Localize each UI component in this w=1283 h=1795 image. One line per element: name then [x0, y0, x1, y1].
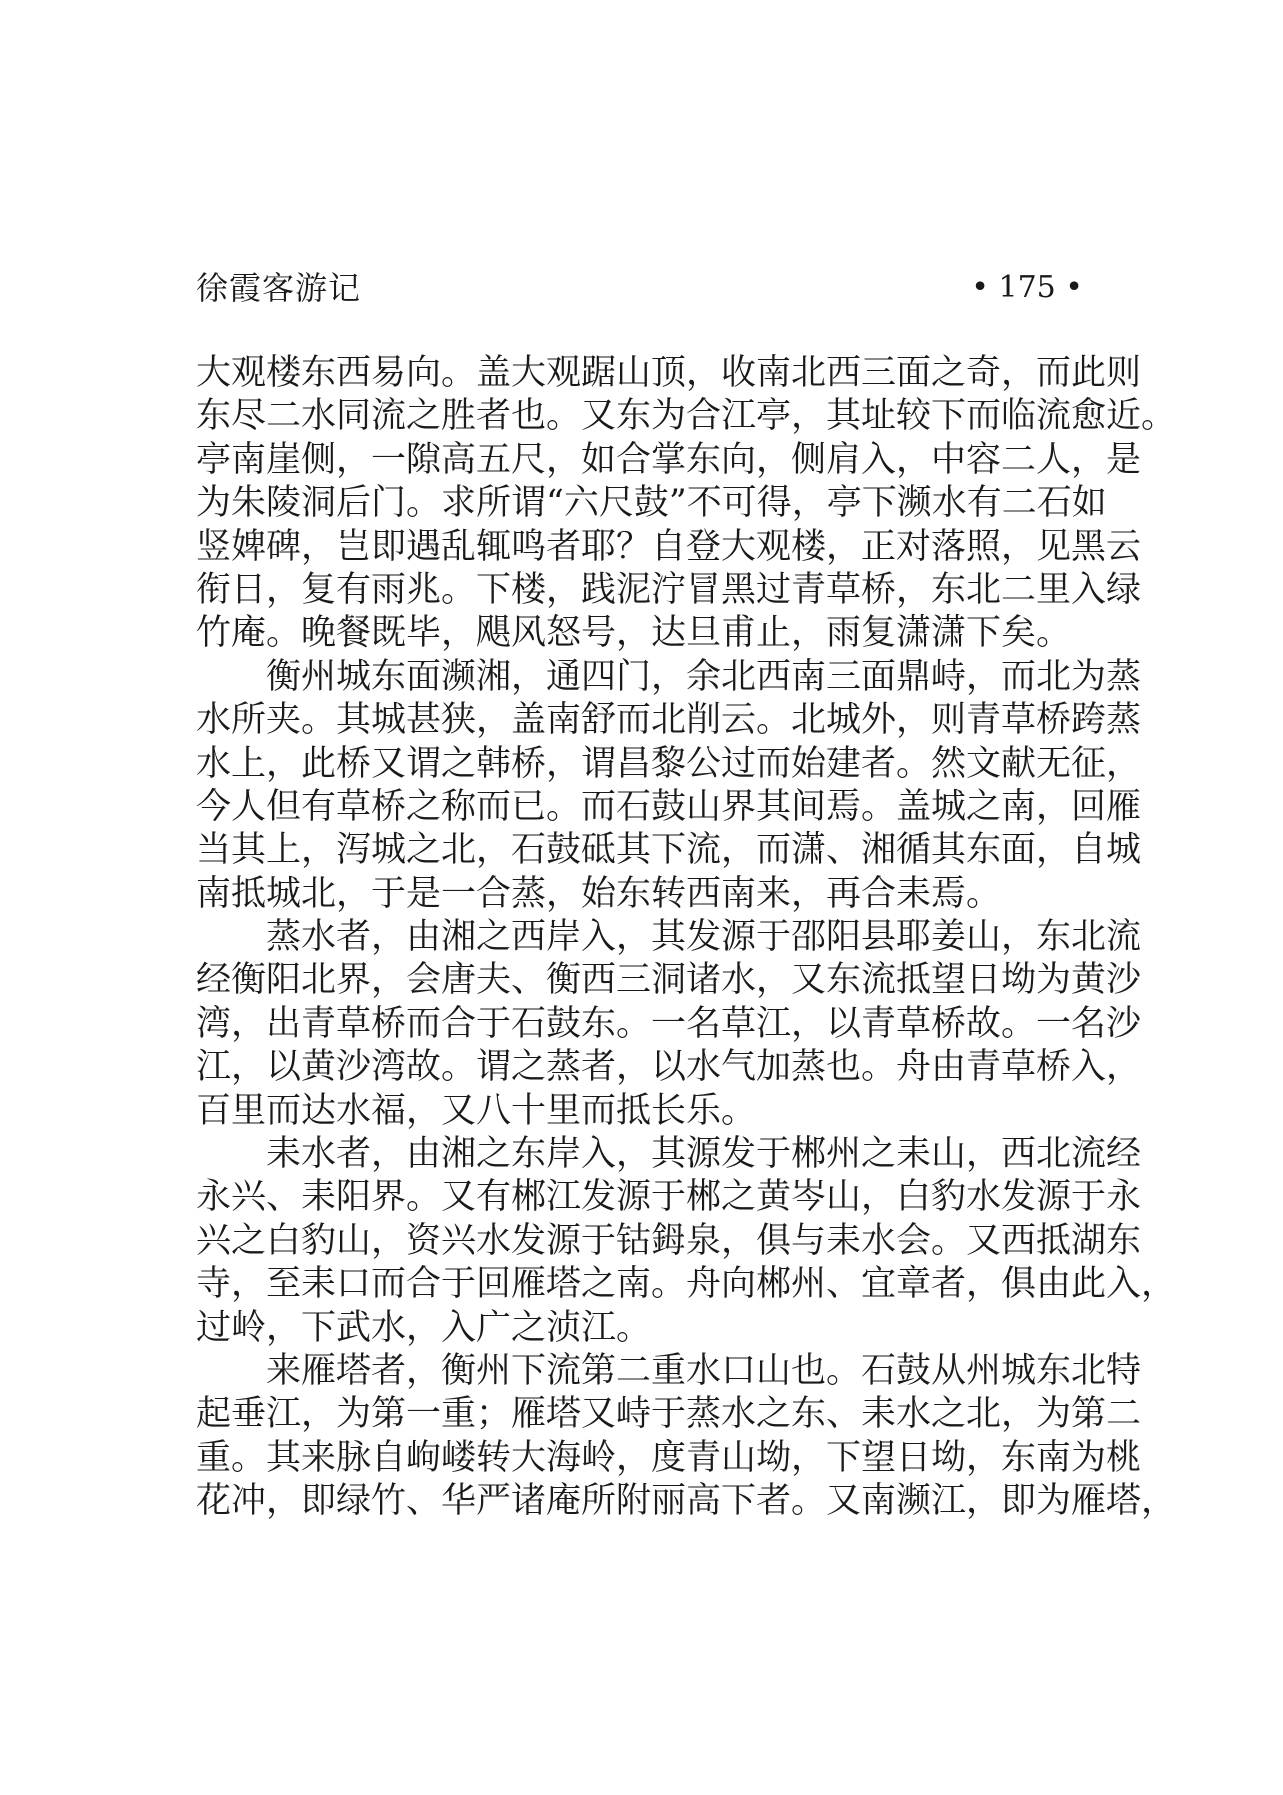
text-line: 过岭，下武水，入广之浈江。 [196, 1307, 652, 1348]
text-line: 江，以黄沙湾故。谓之蒸者，以水气加蒸也。舟由青草桥入， [196, 1047, 1142, 1088]
text-line: 经衡阳北界，会唐夫、衡西三洞诸水，又东流抵望日坳为黄沙 [196, 960, 1142, 1001]
text-line: 今人但有草桥之称而已。而石鼓山界其间焉。盖城之南，回雁 [196, 786, 1142, 827]
text-line: 来雁塔者，衡州下流第二重水口山也。石鼓从州城东北特 [266, 1350, 1142, 1391]
text-line: 衔日，复有雨兆。下楼，践泥泞冒黑过青草桥，东北二里入绿 [196, 569, 1142, 610]
text-line: 为朱陵洞后门。求所谓“六尺鼓”不可得，亭下濒水有二石如 [196, 483, 1107, 524]
text-line: 耒水者，由湘之东岸入，其源发于郴州之耒山，西北流经 [266, 1134, 1142, 1175]
text-line: 衡州城东面濒湘，通四门，余北西南三面鼎峙，而北为蒸 [266, 656, 1142, 697]
text-line: 水上，此桥又谓之韩桥，谓昌黎公过而始建者。然文献无征， [196, 743, 1142, 784]
text-line: 水所夹。其城甚狭，盖南舒而北削云。北城外，则青草桥跨蒸 [196, 700, 1142, 741]
text-line: 起垂江，为第一重；雁塔又峙于蒸水之东、耒水之北，为第二 [196, 1394, 1142, 1435]
text-line: 花冲，即绿竹、华严诸庵所附丽高下者。又南濒江，即为雁塔， [196, 1481, 1177, 1522]
text-line: 兴之白豹山，资兴水发源于钴鉧泉，俱与耒水会。又西抵湖东 [196, 1220, 1142, 1261]
text-line: 重。其来脉自岣嵝转大海岭，度青山坳，下望日坳，东南为桃 [196, 1437, 1142, 1478]
text-line: 湾，出青草桥而合于石鼓东。一名草江，以青草桥故。一名沙 [196, 1003, 1142, 1044]
text-line: 大观楼东西易向。盖大观踞山顶，收南北西三面之奇，而此则 [196, 353, 1142, 393]
text-line: 百里而达水福，又八十里而抵长乐。 [196, 1090, 757, 1131]
text-line: 东尽二水同流之胜者也。又东为合江亭，其址较下而临流愈近。 [196, 396, 1177, 437]
text-line: 南抵城北，于是一合蒸，始东转西南来，再合耒焉。 [196, 873, 1002, 914]
page-number: • 175 • [971, 270, 1083, 305]
text-line: 亭南崖侧，一隙高五尺，如合掌东向，侧肩入，中容二人，是 [196, 439, 1142, 480]
text-line: 竹庵。晚餐既毕，飓风怒号，达旦甫止，雨复潇潇下矣。 [196, 613, 1072, 654]
text-line: 竖婢碑，岂即遇乱辄鸣者耶？自登大观楼，正对落照，见黑云 [196, 526, 1142, 567]
text-line: 当其上，泻城之北，石鼓砥其下流，而潇、湘循其东面，自城 [196, 830, 1142, 871]
text-line: 寺，至耒口而合于回雁塔之南。舟向郴州、宜章者，俱由此入， [196, 1264, 1177, 1305]
text-line: 蒸水者，由湘之西岸入，其发源于邵阳县耶姜山，东北流 [266, 917, 1142, 958]
running-head-title: 徐霞客游记 [196, 269, 362, 307]
body-text [196, 352, 1177, 1524]
text-line: 永兴、耒阳界。又有郴江发源于郴之黄岑山，白豹水发源于永 [196, 1177, 1142, 1218]
